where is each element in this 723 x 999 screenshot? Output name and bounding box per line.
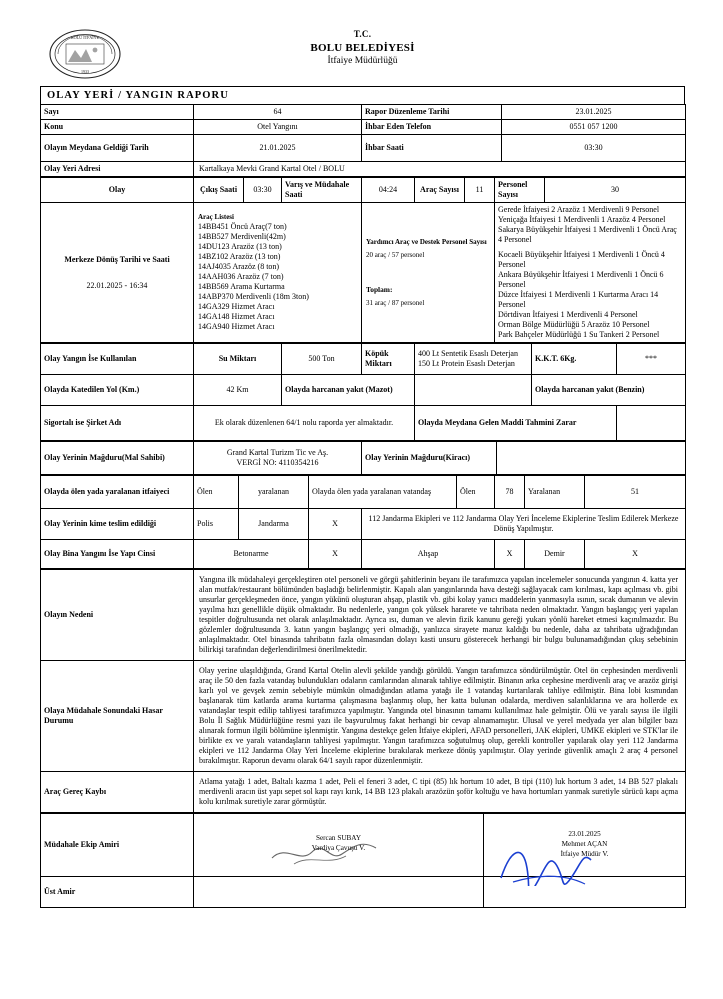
value-yakit-mazot: [415, 375, 532, 406]
value-cikis-saati: 03:30: [244, 178, 282, 203]
value-olay-tarihi: 21.01.2025: [194, 135, 362, 162]
label-hasar-durumu: Olaya Müdahale Sonundaki Hasar Durumu: [41, 661, 194, 772]
header-line-tc: T.C.: [353, 29, 372, 39]
label-yapi-cinsi: Olay Bina Yangını İse Yapı Cinsi: [41, 540, 194, 569]
signature-ekip-amiri: [194, 814, 484, 877]
merkeze-donus-label-text: Merkeze Dönüş Tarihi ve Saati: [64, 254, 170, 264]
document-header: [40, 26, 685, 86]
label-polis: Polis: [194, 509, 239, 540]
mudur-date: 23.01.2025: [568, 830, 601, 839]
value-adres: Kartalkaya Mevki Grand Kartal Otel / BOLU: [194, 162, 686, 177]
label-ihbar-telefon: İhbar Eden Telefon: [362, 120, 502, 135]
table-row: [41, 540, 686, 569]
signature-table: [40, 813, 686, 908]
label-olen-vatandas: Ölen: [457, 476, 495, 509]
label-ihbar-saati: İhbar Saati: [362, 135, 502, 162]
ekip-amiri-title: Vardiya Çavuşu V.: [311, 843, 366, 852]
value-olen-vatandas: 78: [495, 476, 525, 509]
label-demir: Demir: [525, 540, 585, 569]
resources-table: [40, 343, 686, 441]
value-su-miktari: 500 Ton: [282, 344, 362, 375]
table-row: [41, 772, 686, 813]
label-olay: Olay: [41, 178, 194, 203]
label-arac-sayisi: Araç Sayısı: [415, 178, 465, 203]
label-rapor-tarihi: Rapor Düzenleme Tarihi: [362, 105, 502, 120]
list-item: Düzce İtfaiyesi 1 Merdivenli 1 Kurtarma Aracı 14 Personel: [498, 290, 659, 309]
label-vatandas-kayip: Olayda ölen yada yaralanan vatandaş: [309, 476, 457, 509]
label-su-miktari: Su Miktarı: [194, 344, 282, 375]
bolu-fire-department-seal-icon: [48, 28, 122, 80]
value-toplam: 31 araç / 87 personel: [366, 298, 425, 307]
label-merkeze-donus: [41, 203, 194, 343]
value-yaralanan-vatandas: 51: [585, 476, 686, 509]
svg-text:BOLU İTFAİYE: BOLU İTFAİYE: [70, 35, 100, 40]
list-item: 14AJ4035 Arazöz (8 ton): [198, 261, 280, 271]
label-itfaiyeci-kayip: Olayda ölen yada yaralanan itfaiyeci: [41, 476, 194, 509]
report-sheet: [40, 26, 685, 908]
label-olay-tarihi: Olayın Meydana Geldiği Tarih: [41, 135, 194, 162]
value-sayi: 64: [194, 105, 362, 120]
label-sayi: Sayı: [41, 105, 194, 120]
table-row: [41, 814, 686, 877]
incident-vehicles-table: [40, 177, 686, 343]
value-yardimci-personel: 20 araç / 57 personel: [366, 250, 425, 259]
list-item: Sakarya Büyükşehir İtfaiyesi 1 Merdivenli 1 Öncü Araç 4 Personel: [498, 225, 677, 244]
label-arac-listesi: Araç Listesi: [198, 213, 234, 222]
signature-mudur: [484, 814, 686, 877]
value-kkt: ***: [617, 344, 686, 375]
list-item: Kocaeli Büyükşehir İtfaiyesi 1 Merdivenli 1 Öncü 4 Personel: [498, 250, 665, 269]
list-item: Dörtdivan İtfaiyesi 1 Merdivenli 4 Personel: [498, 310, 638, 319]
support-units-cell: [495, 203, 686, 343]
label-ekip-amiri: Müdahale Ekip Amiri: [41, 814, 194, 877]
list-item: 14BB569 Arama Kurtarma: [198, 281, 285, 291]
mal-sahibi-line-1: Grand Kartal Turizm Tic ve Aş.: [226, 448, 329, 457]
mudur-title: İtfaiye Müdür V.: [560, 849, 609, 858]
label-ust-amir: Üst Amir: [41, 877, 194, 908]
value-betonarme: X: [309, 540, 362, 569]
label-yakit-mazot: Olayda harcanan yakıt (Mazot): [282, 375, 415, 406]
value-sigorta: Ek olarak düzenlenen 64/1 nolu raporda yer almaktadır.: [194, 406, 415, 441]
table-row: [41, 203, 686, 343]
value-ihbar-saati: 03:30: [502, 135, 686, 162]
label-varis-saati: Varış ve Müdahale Saati: [282, 178, 362, 203]
list-item: Yeniçağa İtfaiyesi 1 Merdivenli 1 Arazöz 4 Personel: [498, 215, 666, 224]
label-yakit-benzin: Olayda harcanan yakıt (Benzin): [532, 375, 686, 406]
header-line-municipality: BOLU BELEDİYESİ: [310, 41, 415, 54]
value-personel-sayisi: 30: [545, 178, 686, 203]
label-kopuk-miktari: Köpük Miktarı: [362, 344, 415, 375]
value-hasar-durumu: Olay yerine ulaşıldığında, Grand Kartal Otelin alevli şekilde yandığı görüldü. Yangın tarafımızca söndürülmüştür. Otel ön cephesinden merdivenli araç ile 50 den fazla vatandaş bulundukları odaların camlarından alınarak tahliye edilmiştir. Binanın arka cephesine merdivenli araç ve arazöz girişi karlı yol ve gevşek zemin sebebiyle mümkün olmadığından atlama yatağı ile 1 vatandaş kurtarılarak tahliye edilmiştir. Bina lobi kısmından başlanarak tüm katlarda arama kurtarma çalışmasına başlanmış olup, her katta bulunan odalarda, merdiven salanlıklarına ve ara hollerde ex vatandaşlar tespit edilip tahliyesi tarafımızca yapılmıştır. Yangında otel binasının tamamı kullanılmaz hale gelmiştir. Ölü ve yaralı sayısı ile ilgili Bolu İl Sağlık Müdürlüğüne resmi yazı ile başvurulmuş fakat herhangi bir cevap alınamamıştır. Ulusal ve yerel medyada yer alan bilgiler bazı alınarak formun ilgili bölümüne işlenmiştir. Yangına destekçe gelen İtfaiye ekipleri, AFAD personelleri, JAK ekipleri, UMKE ekipleri ve STK'lar ile birlikte ex ve yaralı vatandaşların tahliyesi yapılmıştır. Yangın tarafımızca soğutulmuş olup, gerekli kontroller yapılarak olay yeri 112 Jandarma ekipleri ve 112 Jandarma Olay Yeri İnceleme ekiplerine bırakılarak merkeze dönüş yapılmıştır. Olay yerinde güvenlik amaçlı 2 araç 4 personel bırakılmıştır. Raporun devamı olarak 64/1 sayılı rapor düzenlenmiştir.: [194, 661, 686, 772]
list-item: 14ABP370 Merdivenli (18m 3ton): [198, 291, 309, 301]
blue-ink-signature-icon: [495, 832, 615, 886]
top-info-table: [40, 104, 686, 177]
list-item: 14BB527 Merdivenli(42m): [198, 231, 286, 241]
table-row: [41, 406, 686, 441]
table-row: [41, 135, 686, 162]
value-teslim-aciklama: 112 Jandarma Ekipleri ve 112 Jandarma Olay Yeri İnceleme Ekiplerine Teslim Edilerek Merkeze Dönüş Yapılmıştır.: [362, 509, 686, 540]
list-item: 14AAH036 Arazöz (7 ton): [198, 271, 284, 281]
label-kkt: K.K.T. 6Kg.: [532, 344, 617, 375]
value-arac-sayisi: 11: [465, 178, 495, 203]
handwritten-signature-icon: [264, 830, 414, 870]
signature-ust-amir-left: [194, 877, 484, 908]
value-rapor-tarihi: 23.01.2025: [502, 105, 686, 120]
list-item: Ankara Büyükşehir İtfaiyesi 1 Merdivenli 1 Öncü 6 Personel: [498, 270, 664, 289]
table-row: [41, 570, 686, 661]
owner-victim-table: [40, 441, 686, 475]
table-row: [41, 344, 686, 375]
label-olay-nedeni: Olayın Nedeni: [41, 570, 194, 661]
label-teslim: Olay Yerinin kime teslim edildiği: [41, 509, 194, 540]
vehicle-list-cell: [194, 203, 362, 343]
value-katedilen-yol: 42 Km: [194, 375, 282, 406]
narrative-table: [40, 569, 686, 813]
label-jandarma: Jandarma: [239, 509, 309, 540]
value-kiraci: [497, 442, 686, 475]
label-betonarme: Betonarme: [194, 540, 309, 569]
casualties-table: [40, 475, 686, 569]
value-merkeze-donus: 22.01.2025 - 16:34: [86, 280, 148, 290]
label-cikis-saati: Çıkış Saati: [194, 178, 244, 203]
list-item: 14GA329 Hizmet Aracı: [198, 301, 275, 311]
table-row: [41, 476, 686, 509]
ekip-amiri-name: Sercan SUBAY: [315, 834, 362, 842]
mal-sahibi-line-2: VERGİ NO: 4110354216: [236, 458, 319, 467]
label-kullanilan: Olay Yangın İse Kullanılan: [41, 344, 194, 375]
header-titles: [40, 26, 685, 68]
value-ihbar-telefon: 0551 057 1200: [502, 120, 686, 135]
label-personel-sayisi: Personel Sayısı: [495, 178, 545, 203]
value-arac-gerec-kaybi: Atlama yatağı 1 adet, Baltalı kazma 1 adet, Peli el feneri 3 adet, C tipi (85) lık hortum 10 adet, B tipi (110) luk hortum 3 adet, 14 BB 527 plakalı merdivenli aracın üst yapı sepet sol kapı rayı kırık, 14 BB 123 plakalı arazözün şoför koltuğu ve hava hortumları yanmak suretiyle sürücü kapı açma kolu kırılmak suretiyle zarar görmüştür.: [194, 772, 686, 813]
list-item: 14GA940 Hizmet Aracı: [198, 321, 275, 331]
value-kopuk-miktari: [415, 344, 532, 375]
label-yardimci-personel: Yardımcı Araç ve Destek Personel Sayısı: [366, 237, 487, 246]
page-title: OLAY YERİ / YANGIN RAPORU: [40, 86, 685, 104]
kopuk-line-2: 150 Lt Protein Esaslı Deterjan: [418, 359, 515, 368]
table-row: [41, 661, 686, 772]
table-row: [41, 162, 686, 177]
label-kiraci: Olay Yerinin Mağduru(Kiracı): [362, 442, 497, 475]
table-row: [41, 105, 686, 120]
value-mal-sahibi: [194, 442, 362, 475]
label-katedilen-yol: Olayda Katedilen Yol (Km.): [41, 375, 194, 406]
value-jandarma: X: [309, 509, 362, 540]
table-row: [41, 442, 686, 475]
kopuk-line-1: 400 Lt Sentetik Esaslı Deterjan: [418, 349, 518, 358]
list-item: 14BB451 Öncü Araç(7 ton): [198, 221, 287, 231]
list-item: 14BZ102 Arazöz (13 ton): [198, 251, 281, 261]
label-olen-itfaiyeci: Ölen: [194, 476, 239, 509]
list-item: Park Bahçeler Müdürlüğü 1 Su Tankeri 2 Personel: [498, 330, 660, 339]
value-varis-saati: 04:24: [362, 178, 415, 203]
mudur-name: Mehmet AÇAN: [561, 840, 608, 849]
label-maddi-zarar: Olayda Meydana Gelen Maddi Tahmini Zarar: [415, 406, 617, 441]
label-yaralanan-itfaiyeci: yaralanan: [257, 487, 290, 496]
label-mal-sahibi: Olay Yerinin Mağduru(Mal Sahibi): [41, 442, 194, 475]
svg-text:1933: 1933: [81, 69, 89, 74]
label-ahsap: Ahşap: [362, 540, 495, 569]
list-item: Orman Bölge Müdürlüğü 5 Arazöz 10 Personel: [498, 320, 650, 329]
label-adres: Olay Yeri Adresi: [41, 162, 194, 177]
label-toplam: Toplam:: [366, 285, 393, 295]
value-olen-itfaiyeci: [239, 476, 309, 509]
table-row: [41, 178, 686, 203]
value-demir: X: [585, 540, 686, 569]
value-olay-nedeni: Yangına ilk müdahaleyi gerçekleştiren otel personeli ve görgü şahitlerinin beyanı ile tarafımızca yapılan incelemeler sonucunda yangının 4. katta yer alan mutfak/restaurant bölümünden başladığı belirlenmiştir. Kapalı alan yangınlarında hava desteği sağlayacak cam kırılması, kapı açılması vb. gibi unsurlar gerçekleşmeden önce, yangın yükünü oluşturan ahşap, plastik vb. gibi kolay yanıcı maddelerin yanmasıyla ısının, sıcak dumanın ve alevin yayılma hızı genellikle düşük olmaktadır. Bu nedenlerle, yangın çok yüksek hararete ve tahribata neden olmaktadır. Yangın başlangıç yeri yapılan tespitler doğrultusunda net olarak anlaşılmaktadır. Ayrıca ısı, duman ve alevin fizik kanunu gereği yukarı yönlü hareket etmesi kaçınılmazdır. Bu gözlemler doğrultusunda 3. katın yangın başlangıç yeri olmadığı, yanlızca sirayete maruz kaldığı bu nedenle, daha az tahribata uğradığından anlaşılmaktadır. Otel binasında tahribatın fazla olmasından dolayı kasti unsuru gösterecek herhangi bir bulgu bulunamadığından çıkış sebebinin bilirkişi tarafından değerlendirilmesi önerilmektedir.: [194, 570, 686, 661]
value-maddi-zarar: [617, 406, 686, 441]
vehicle-list: [198, 222, 357, 332]
list-item: 14DU123 Arazöz (13 ton): [198, 241, 282, 251]
label-arac-gerec-kaybi: Araç Gereç Kaybı: [41, 772, 194, 813]
label-yaralanan-vatandas: Yaralanan: [525, 476, 585, 509]
label-sigorta: Sigortalı ise Şirket Adı: [41, 406, 194, 441]
table-row: [41, 375, 686, 406]
value-ahsap: X: [495, 540, 525, 569]
label-konu: Konu: [41, 120, 194, 135]
table-row: [41, 509, 686, 540]
list-item: Gerede İtfaiyesi 2 Arazöz 1 Merdivenli 9 Personel: [498, 205, 660, 214]
value-konu: Otel Yangını: [194, 120, 362, 135]
header-line-directorate: İtfaiye Müdürlüğü: [327, 56, 398, 67]
list-item: 14GA148 Hizmet Aracı: [198, 311, 275, 321]
table-row: [41, 120, 686, 135]
support-summary-cell: [362, 203, 495, 343]
